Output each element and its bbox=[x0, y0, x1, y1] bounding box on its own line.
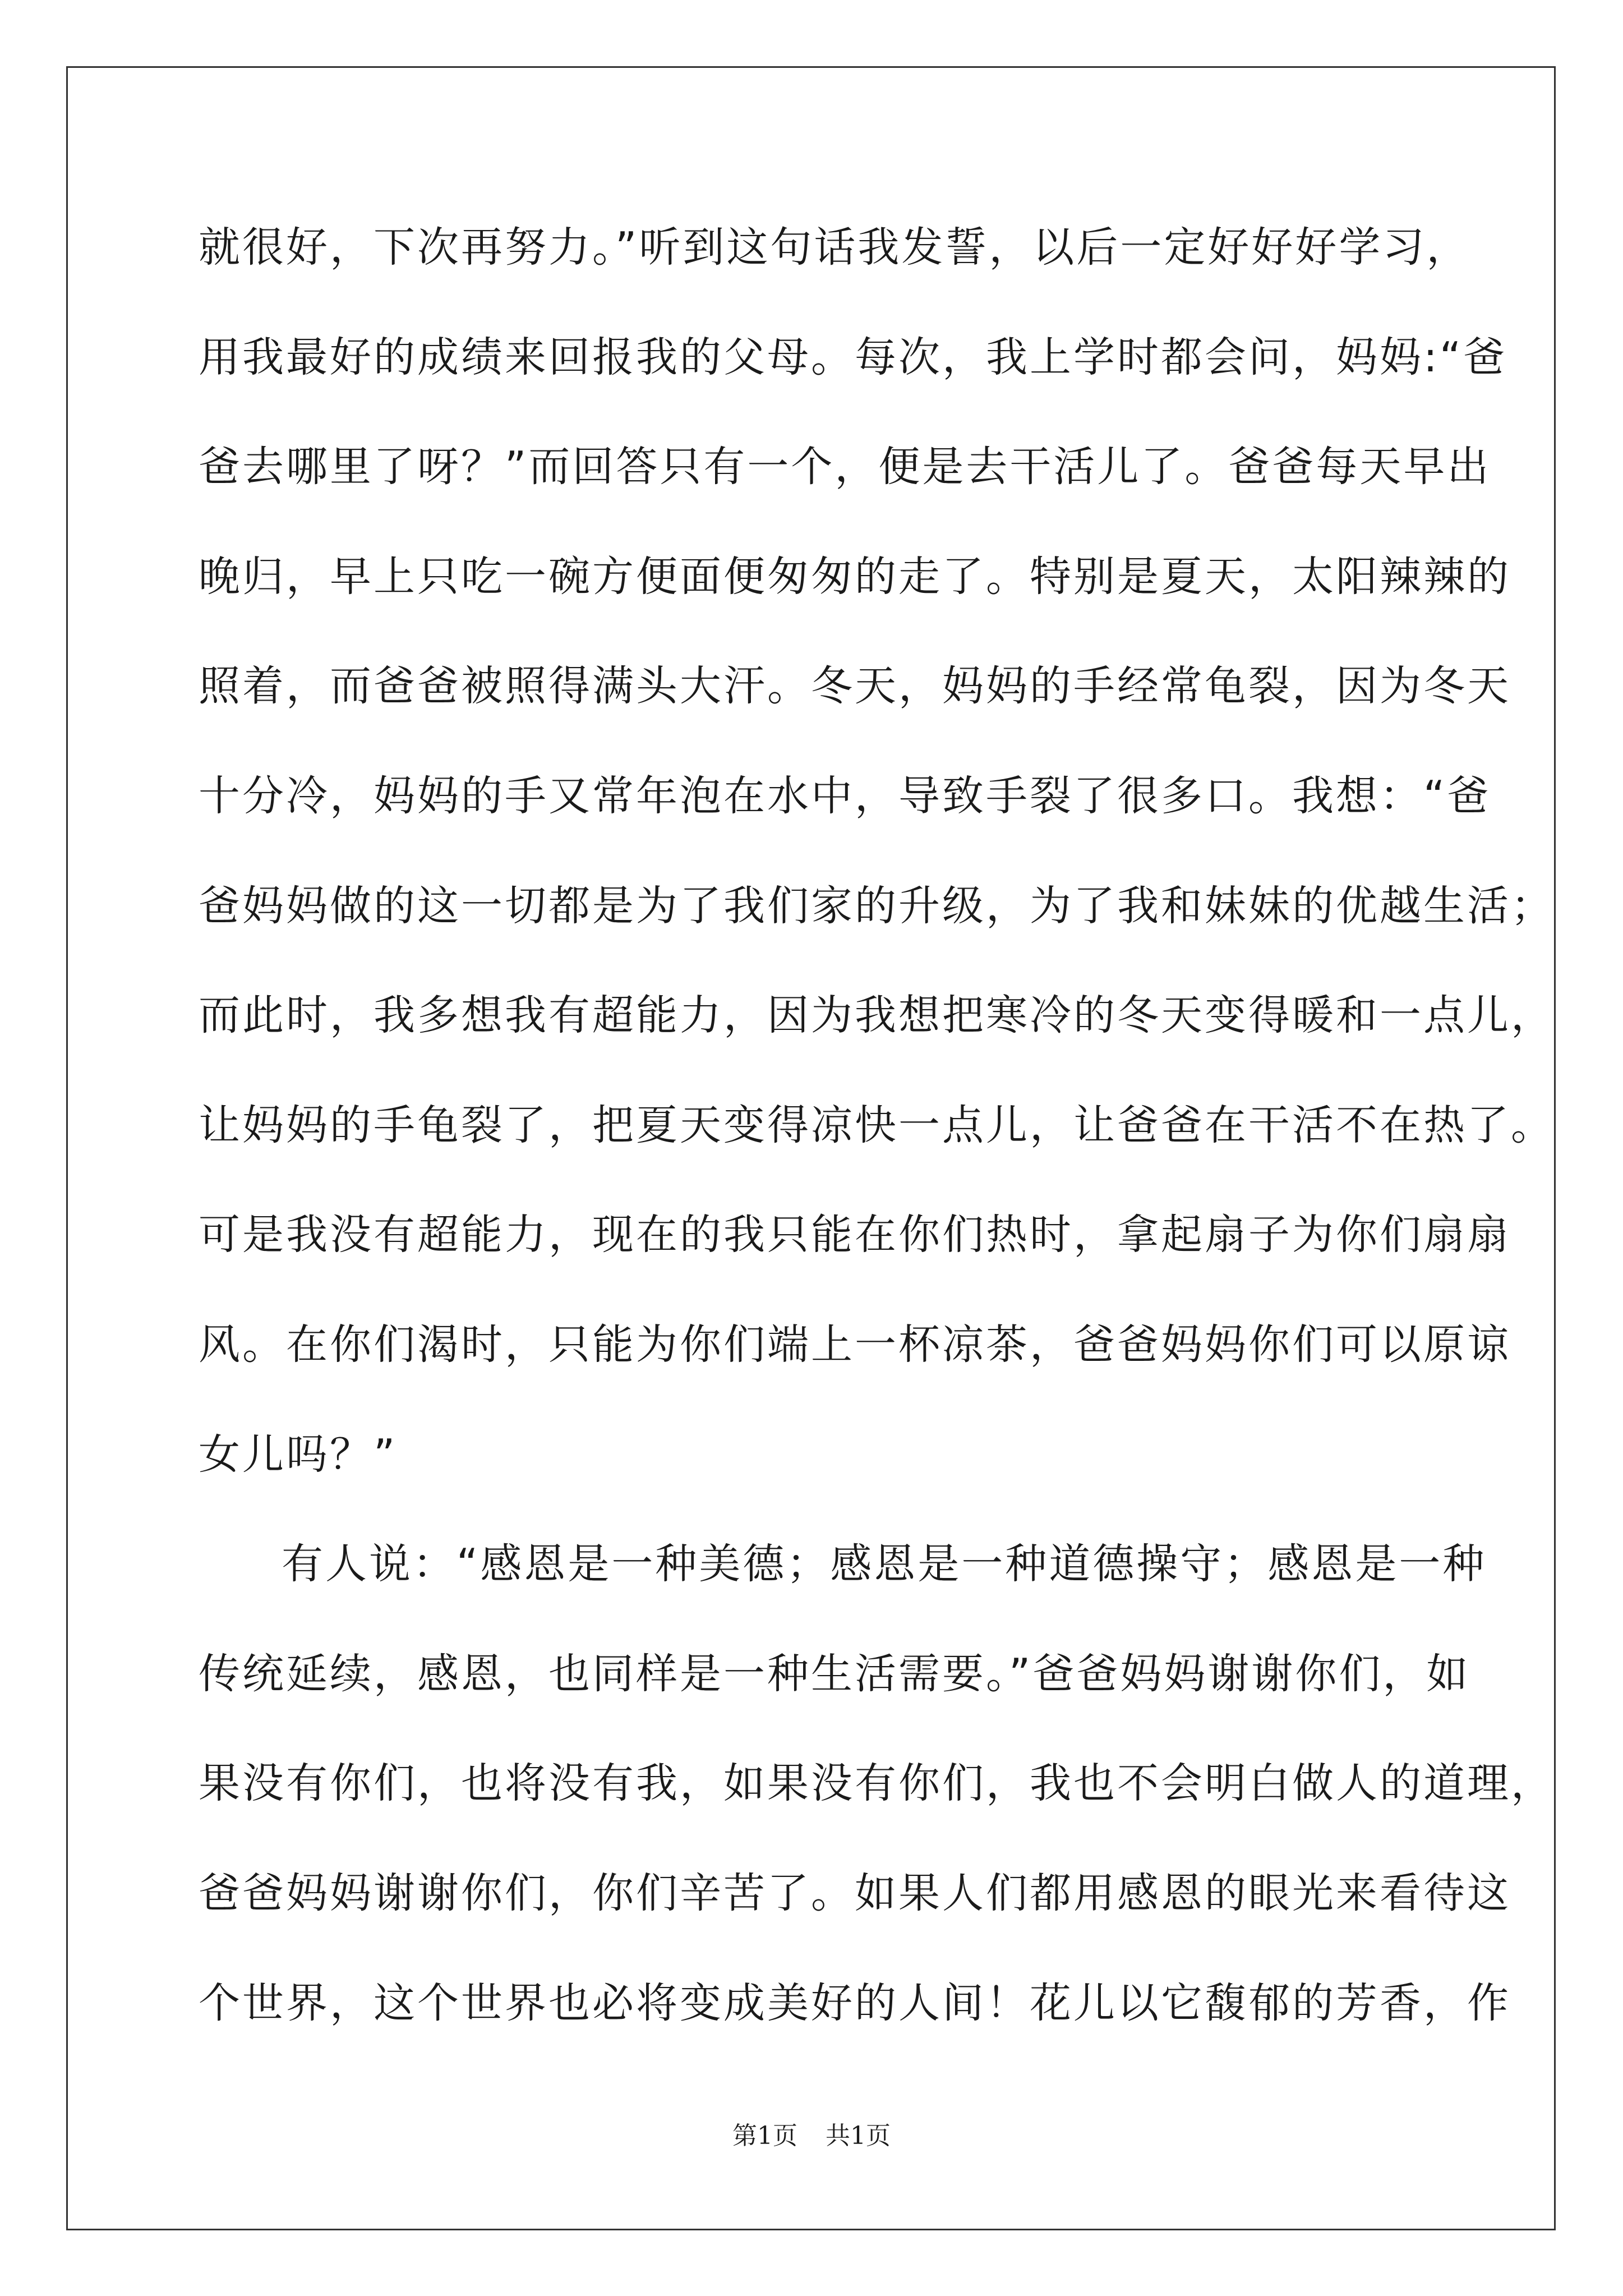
page-footer bbox=[0, 2119, 1623, 2153]
text-line: 爸爸妈妈谢谢你们，你们辛苦了。如果人们都用感恩的眼光来看待这 bbox=[199, 1869, 1511, 1917]
text-line: 爸去哪里了呀？”而回答只有一个，便是去干活儿了。爸爸每天早出 bbox=[199, 443, 1491, 491]
text-line: 十分冷，妈妈的手又常年泡在水中，导致手裂了很多口。我想：“爸 bbox=[199, 771, 1491, 820]
paragraph-start-line: 有人说：“感恩是一种美德；感恩是一种道德操守；感恩是一种 bbox=[282, 1540, 1487, 1589]
text-line: 女儿吗？” bbox=[199, 1430, 398, 1479]
text-line: 果没有你们，也将没有我，如果没有你们，我也不会明白做人的道理， bbox=[199, 1759, 1555, 1808]
text-line: 可是我没有超能力，现在的我只能在你们热时，拿起扇子为你们扇扇 bbox=[199, 1211, 1511, 1259]
text-line: 让妈妈的手龟裂了，把夏天变得凉快一点儿，让爸爸在干活不在热了。 bbox=[199, 1101, 1555, 1149]
page-number: 第1页 bbox=[732, 2122, 797, 2150]
text-line: 个世界，这个世界也必将变成美好的人间！花儿以它馥郁的芳香，作 bbox=[199, 1978, 1511, 2027]
text-line: 晚归，早上只吃一碗方便面便匆匆的走了。特别是夏天，太阳辣辣的 bbox=[199, 552, 1511, 601]
text-line: 传统延续，感恩，也同样是一种生活需要。”爸爸妈妈谢谢你们，如 bbox=[199, 1649, 1470, 1698]
text-line: 而此时，我多想我有超能力，因为我想把寒冷的冬天变得暖和一点儿， bbox=[199, 991, 1555, 1040]
page-total: 共1页 bbox=[826, 2122, 891, 2150]
document-body bbox=[199, 193, 1555, 2058]
text-line: 照着，而爸爸被照得满头大汗。冬天，妈妈的手经常龟裂，因为冬天 bbox=[199, 662, 1511, 711]
text-line: 风。在你们渴时，只能为你们端上一杯凉茶，爸爸妈妈你们可以原谅 bbox=[199, 1320, 1511, 1369]
text-line: 就很好，下次再努力。”听到这句话我发誓，以后一定好好好学习， bbox=[199, 223, 1470, 272]
text-line: 用我最好的成绩来回报我的父母。每次，我上学时都会问，妈妈:“爸 bbox=[199, 333, 1507, 381]
text-line: 爸妈妈做的这一切都是为了我们家的升级，为了我和妹妹的优越生活； bbox=[199, 881, 1555, 930]
